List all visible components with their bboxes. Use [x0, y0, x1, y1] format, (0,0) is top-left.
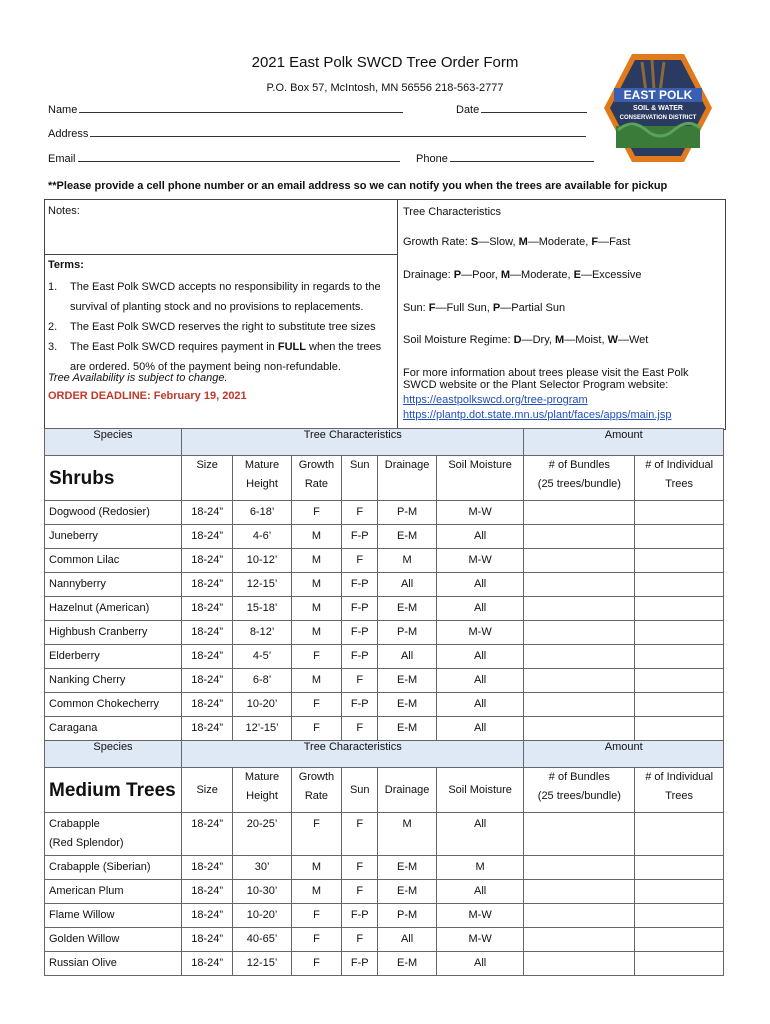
size-cell: 18-24”	[181, 597, 232, 621]
individual-trees-input[interactable]	[635, 693, 724, 717]
growth-rate-cell: F	[291, 928, 341, 952]
availability-note: Tree Availability is subject to change.	[48, 372, 228, 384]
bundles-input[interactable]	[524, 501, 635, 525]
sun-cell: F	[342, 928, 378, 952]
characteristics-header: Tree Characteristics	[181, 741, 523, 768]
mature-height-cell: 4-5’	[233, 645, 291, 669]
growth-rate-cell: M	[291, 669, 341, 693]
species-cell: Crabapple (Red Splendor)	[45, 813, 182, 856]
soil-moisture-cell: All	[436, 693, 524, 717]
category-title-shrubs: Shrubs	[45, 456, 182, 501]
individual-trees-input[interactable]	[635, 928, 724, 952]
table-row	[45, 549, 724, 573]
mature-height-cell: 12-15’	[233, 952, 291, 976]
soil-moisture-cell: All	[436, 597, 524, 621]
size-cell: 18-24”	[181, 645, 232, 669]
drainage-cell: E-M	[378, 525, 436, 549]
species-cell: Common Lilac	[45, 549, 182, 573]
table-row	[45, 621, 724, 645]
sun-cell: F	[342, 717, 378, 741]
drainage-cell: M	[378, 549, 436, 573]
individual-trees-input[interactable]	[635, 525, 724, 549]
growth-rate-cell: M	[291, 856, 341, 880]
name-label: Name	[48, 104, 78, 116]
size-cell: 18-24”	[181, 904, 232, 928]
sun-cell: F-P	[342, 621, 378, 645]
size-cell: 18-24”	[181, 856, 232, 880]
species-header: Species	[45, 429, 182, 456]
drainage-header: Drainage	[378, 768, 436, 813]
soil-moisture-cell: All	[436, 573, 524, 597]
growth-rate-cell: F	[291, 501, 341, 525]
soil-moisture-cell: All	[436, 813, 524, 856]
table-row	[45, 597, 724, 621]
individual-trees-input[interactable]	[635, 621, 724, 645]
date-label: Date	[456, 104, 480, 116]
table-row	[45, 904, 724, 928]
soil-moisture-cell: M	[436, 856, 524, 880]
individual-trees-input[interactable]	[635, 549, 724, 573]
species-cell: Flame Willow	[45, 904, 182, 928]
term-number: 2.	[48, 321, 58, 333]
table-row	[45, 645, 724, 669]
table-row	[45, 669, 724, 693]
sun-cell: F-P	[342, 597, 378, 621]
size-cell: 18-24”	[181, 549, 232, 573]
individual-trees-input[interactable]	[635, 501, 724, 525]
term-text-cont: are ordered. 50% of the payment being non-refundable.	[70, 361, 341, 373]
species-cell: Common Chokecherry	[45, 693, 182, 717]
bundles-input[interactable]	[524, 904, 635, 928]
size-header: Size	[181, 768, 232, 813]
table-row	[45, 880, 724, 904]
soil-moisture-cell: All	[436, 880, 524, 904]
phone-field[interactable]	[416, 153, 594, 165]
mature-height-cell: 20-25’	[233, 813, 291, 856]
drainage-cell: E-M	[378, 717, 436, 741]
size-cell: 18-24”	[181, 501, 232, 525]
mature-height-cell: 12-15’	[233, 573, 291, 597]
bundles-input[interactable]	[524, 952, 635, 976]
growth-rate-cell: M	[291, 621, 341, 645]
plant-selector-link[interactable]: https://plantp.dot.state.mn.us/plant/faces/apps/main.jsp	[403, 409, 672, 421]
table-row	[45, 573, 724, 597]
term-number: 1.	[48, 281, 58, 293]
drainage-cell: E-M	[378, 693, 436, 717]
table-row	[45, 717, 724, 741]
growth-rate-cell: M	[291, 573, 341, 597]
bundles-input[interactable]	[524, 693, 635, 717]
sun-cell: F-P	[342, 693, 378, 717]
individual-trees-input[interactable]	[635, 717, 724, 741]
species-header: Species	[45, 741, 182, 768]
column-header-row	[45, 456, 724, 501]
growth-rate-cell: M	[291, 880, 341, 904]
table-row	[45, 952, 724, 976]
species-cell: American Plum	[45, 880, 182, 904]
bundles-input[interactable]	[524, 645, 635, 669]
size-cell: 18-24”	[181, 928, 232, 952]
drainage-cell: P-M	[378, 621, 436, 645]
mature-height-cell: 30’	[233, 856, 291, 880]
table-row	[45, 928, 724, 952]
sun-cell: F	[342, 813, 378, 856]
individual-trees-input[interactable]	[635, 856, 724, 880]
notes-label: Notes:	[48, 205, 80, 217]
soil-moisture-cell: M-W	[436, 621, 524, 645]
address-field[interactable]	[48, 128, 586, 140]
term-text: The East Polk SWCD accepts no responsibility in regards to the	[70, 281, 381, 293]
size-cell: 18-24”	[181, 880, 232, 904]
characteristics-header: Tree Characteristics	[181, 429, 523, 456]
logo-line-1: EAST POLK	[623, 88, 693, 102]
soil-moisture-cell: M-W	[436, 904, 524, 928]
amount-header: Amount	[524, 429, 724, 456]
mature-height-cell: 40-65’	[233, 928, 291, 952]
category-title-medium-trees: Medium Trees	[45, 768, 182, 813]
phone-label: Phone	[416, 153, 448, 165]
term-text: The East Polk SWCD requires payment in FULL when the trees	[70, 341, 382, 353]
drainage-cell: E-M	[378, 952, 436, 976]
species-cell: Dogwood (Redosier)	[45, 501, 182, 525]
table-row	[45, 501, 724, 525]
species-cell: Elderberry	[45, 645, 182, 669]
sun-cell: F	[342, 669, 378, 693]
notes-area[interactable]	[48, 214, 392, 250]
bundles-header: # of Bundles (25 trees/bundle)	[524, 456, 635, 501]
bundles-input[interactable]	[524, 717, 635, 741]
mature-height-cell: 10-20’	[233, 904, 291, 928]
mature-height-header: Mature Height	[233, 768, 291, 813]
soil-moisture-cell: M-W	[436, 928, 524, 952]
term-number: 3.	[48, 341, 58, 353]
drainage-cell: E-M	[378, 856, 436, 880]
species-cell: Golden Willow	[45, 928, 182, 952]
swcd-logo	[602, 52, 714, 164]
bundles-header: # of Bundles (25 trees/bundle)	[524, 768, 635, 813]
drainage-cell: E-M	[378, 880, 436, 904]
mature-height-cell: 10-12’	[233, 549, 291, 573]
individual-header: # of Individual Trees	[635, 456, 724, 501]
office-address: P.O. Box 57, McIntosh, MN 56556 218-563-2777	[266, 82, 504, 94]
mature-height-cell: 6-18’	[233, 501, 291, 525]
size-cell: 18-24”	[181, 573, 232, 597]
sun-cell: F	[342, 501, 378, 525]
drainage-cell: E-M	[378, 669, 436, 693]
growth-rate-cell: F	[291, 813, 341, 856]
size-cell: 18-24”	[181, 693, 232, 717]
email-field[interactable]	[48, 153, 400, 165]
growth-rate-header: Growth Rate	[291, 456, 341, 501]
bundles-input[interactable]	[524, 669, 635, 693]
drainage-cell: P-M	[378, 904, 436, 928]
size-cell: 18-24”	[181, 621, 232, 645]
sun-cell: F	[342, 549, 378, 573]
soil-moisture-cell: All	[436, 645, 524, 669]
drainage-header: Drainage	[378, 456, 436, 501]
soil-moisture-header: Soil Moisture	[436, 456, 524, 501]
soil-moisture-key: Soil Moisture Regime: D—Dry, M—Moist, W—Wet	[403, 334, 649, 346]
bundles-input[interactable]	[524, 856, 635, 880]
contact-note: **Please provide a cell phone number or an email address so we can notify you when the trees are available for pickup	[48, 180, 668, 192]
species-cell: Crabapple (Siberian)	[45, 856, 182, 880]
size-cell: 18-24”	[181, 669, 232, 693]
mature-height-cell: 12’-15’	[233, 717, 291, 741]
bundles-input[interactable]	[524, 597, 635, 621]
table-header	[45, 741, 724, 768]
species-cell: Nanking Cherry	[45, 669, 182, 693]
sun-key: Sun: F—Full Sun, P—Partial Sun	[403, 302, 566, 314]
species-cell: Russian Olive	[45, 952, 182, 976]
sun-cell: F-P	[342, 645, 378, 669]
species-cell: Highbush Cranberry	[45, 621, 182, 645]
soil-moisture-cell: All	[436, 669, 524, 693]
drainage-cell: E-M	[378, 597, 436, 621]
tree-program-link[interactable]: https://eastpolkswcd.org/tree-program	[403, 394, 588, 406]
growth-rate-cell: F	[291, 904, 341, 928]
soil-moisture-cell: M-W	[436, 501, 524, 525]
growth-rate-cell: M	[291, 525, 341, 549]
size-header: Size	[181, 456, 232, 501]
more-info-text: For more information about trees please visit the East Polk SWCD website or the Plant Selector Program website:	[403, 367, 689, 391]
individual-trees-input[interactable]	[635, 880, 724, 904]
size-cell: 18-24”	[181, 813, 232, 856]
individual-trees-input[interactable]	[635, 952, 724, 976]
terms-heading: Terms:	[48, 259, 84, 271]
bundles-input[interactable]	[524, 880, 635, 904]
sun-cell: F-P	[342, 573, 378, 597]
bundles-input[interactable]	[524, 525, 635, 549]
email-label: Email	[48, 153, 76, 165]
logo-line-3: CONSERVATION DISTRICT	[619, 115, 697, 121]
drainage-cell: All	[378, 573, 436, 597]
sun-cell: F-P	[342, 904, 378, 928]
size-cell: 18-24”	[181, 717, 232, 741]
bundles-input[interactable]	[524, 549, 635, 573]
term-text-cont: survival of planting stock and no provisions to replacements.	[70, 301, 364, 313]
size-cell: 18-24”	[181, 952, 232, 976]
individual-header: # of Individual Trees	[635, 768, 724, 813]
sun-cell: F	[342, 880, 378, 904]
individual-trees-input[interactable]	[635, 904, 724, 928]
growth-rate-header: Growth Rate	[291, 768, 341, 813]
sun-cell: F-P	[342, 525, 378, 549]
sun-cell: F	[342, 856, 378, 880]
address-label: Address	[48, 128, 89, 140]
growth-rate-cell: F	[291, 645, 341, 669]
sun-header: Sun	[342, 768, 378, 813]
term-text: The East Polk SWCD reserves the right to substitute tree sizes	[70, 321, 376, 333]
individual-trees-input[interactable]	[635, 645, 724, 669]
drainage-key: Drainage: P—Poor, M—Moderate, E—Excessive	[403, 269, 642, 281]
mature-height-header: Mature Height	[233, 456, 291, 501]
growth-rate-key: Growth Rate: S—Slow, M—Moderate, F—Fast	[403, 236, 631, 248]
drainage-cell: P-M	[378, 501, 436, 525]
amount-header: Amount	[524, 741, 724, 768]
species-cell: Juneberry	[45, 525, 182, 549]
species-cell: Caragana	[45, 717, 182, 741]
soil-moisture-cell: All	[436, 525, 524, 549]
mature-height-cell: 6-8’	[233, 669, 291, 693]
individual-trees-input[interactable]	[635, 597, 724, 621]
individual-trees-input[interactable]	[635, 669, 724, 693]
date-field[interactable]	[456, 104, 587, 116]
table-row	[45, 856, 724, 880]
order-table	[44, 428, 724, 976]
column-header-row	[45, 768, 724, 813]
characteristics-heading: Tree Characteristics	[403, 206, 502, 218]
drainage-cell: All	[378, 928, 436, 952]
growth-rate-cell: M	[291, 549, 341, 573]
growth-rate-cell: F	[291, 717, 341, 741]
drainage-cell: M	[378, 813, 436, 856]
sun-cell: F-P	[342, 952, 378, 976]
soil-moisture-cell: All	[436, 952, 524, 976]
soil-moisture-header: Soil Moisture	[436, 768, 524, 813]
table-row	[45, 813, 724, 856]
table-header	[45, 429, 724, 456]
size-cell: 18-24”	[181, 525, 232, 549]
order-deadline: ORDER DEADLINE: February 19, 2021	[48, 390, 247, 402]
growth-rate-cell: M	[291, 597, 341, 621]
soil-moisture-cell: All	[436, 717, 524, 741]
mature-height-cell: 10-30’	[233, 880, 291, 904]
name-field[interactable]	[48, 104, 403, 116]
mature-height-cell: 15-18’	[233, 597, 291, 621]
species-cell: Hazelnut (American)	[45, 597, 182, 621]
bundles-input[interactable]	[524, 813, 635, 856]
soil-moisture-cell: M-W	[436, 549, 524, 573]
page-title: 2021 East Polk SWCD Tree Order Form	[251, 54, 519, 71]
bundles-input[interactable]	[524, 573, 635, 597]
logo-line-2: SOIL & WATER	[633, 105, 683, 112]
table-row	[45, 525, 724, 549]
mature-height-cell: 8-12’	[233, 621, 291, 645]
sun-header: Sun	[342, 456, 378, 501]
individual-trees-input[interactable]	[635, 813, 724, 856]
terms-list	[48, 277, 396, 377]
mature-height-cell: 10-20’	[233, 693, 291, 717]
drainage-cell: All	[378, 645, 436, 669]
bundles-input[interactable]	[524, 928, 635, 952]
table-row	[45, 693, 724, 717]
mature-height-cell: 4-6’	[233, 525, 291, 549]
bundles-input[interactable]	[524, 621, 635, 645]
growth-rate-cell: F	[291, 693, 341, 717]
species-cell: Nannyberry	[45, 573, 182, 597]
individual-trees-input[interactable]	[635, 573, 724, 597]
growth-rate-cell: F	[291, 952, 341, 976]
